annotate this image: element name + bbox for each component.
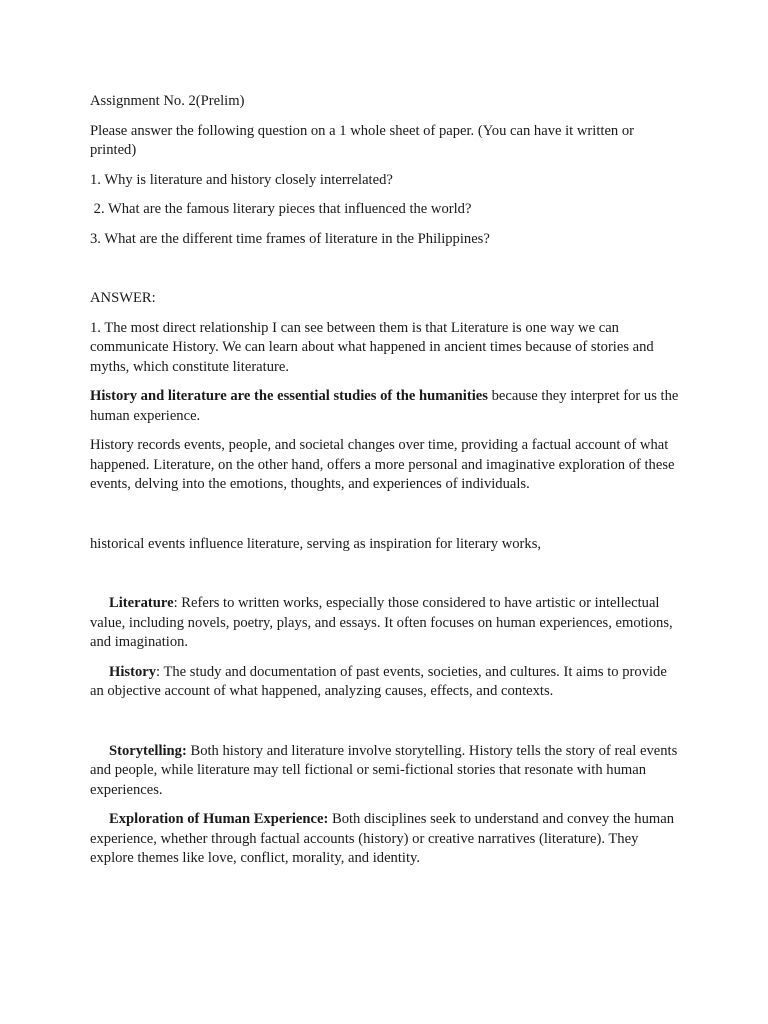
document-page [90, 92, 680, 879]
spacer [90, 712, 680, 742]
definition-term: Literature [109, 595, 174, 611]
answer-paragraph-1: 1. The most direct relationship I can see between them is that Literature is one way we can communicate History. We can learn about what happened in ancient times because of stories and myths, which constitute literature. [90, 319, 654, 375]
instructions-text: Please answer the following question on a 1 whole sheet of paper. (You can have it written or printed) [90, 122, 635, 158]
theme-human-experience [90, 810, 680, 869]
question-3: 3. What are the different time frames of literature in the Philippines? [90, 230, 490, 247]
question-2: 2. What are the famous literary pieces that influenced the world? [90, 201, 472, 217]
answer-paragraph-3: History records events, people, and societal changes over time, providing a factual account of what happened. Literature, on the other hand, offers a more personal and imaginative exploration of these events, delving into the emotions, thoughts, and experiences of individuals. [90, 437, 675, 492]
definition-history [90, 663, 680, 702]
theme-term: Storytelling: [109, 742, 187, 759]
definition-text: : The study and documentation of past events, societies, and cultures. It aims to provide an objective account of what happened, analyzing causes, effects, and contexts. [90, 663, 667, 699]
spacer [90, 564, 680, 594]
theme-term: Exploration of Human Experience: [109, 811, 329, 827]
theme-storytelling [90, 742, 680, 801]
spacer [90, 259, 680, 289]
answer-heading: ANSWER: [90, 290, 156, 306]
answer-paragraph-2-rest: because they interpret for us the human experience. [90, 388, 679, 424]
theme-text: Both disciplines seek to understand and convey the human experience, whether through factual accounts (history) or creative narratives (literature). They explore themes like love, conflict, morality, and identity. [90, 811, 675, 866]
answer-paragraph-4: historical events influence literature, serving as inspiration for literary works, [90, 535, 542, 552]
definition-literature [90, 594, 680, 653]
definition-term: History [109, 663, 157, 680]
theme-text: Both history and literature involve storytelling. History tells the story of real events and people, while literature may tell fictional or semi-fictional stories that resonate with human experiences. [90, 742, 678, 798]
question-1: 1. Why is literature and history closely interrelated? [90, 171, 393, 188]
spacer [90, 505, 680, 535]
assignment-title: Assignment No. 2(Prelim) [90, 93, 245, 109]
answer-paragraph-2 [90, 387, 680, 426]
answer-paragraph-2-bold: History and literature are the essential studies of the humanities [90, 388, 488, 404]
definition-text: : Refers to written works, especially those considered to have artistic or intellectual value, including novels, poetry, plays, and essays. It often focuses on human experiences, emotions, and imagination. [90, 595, 673, 650]
